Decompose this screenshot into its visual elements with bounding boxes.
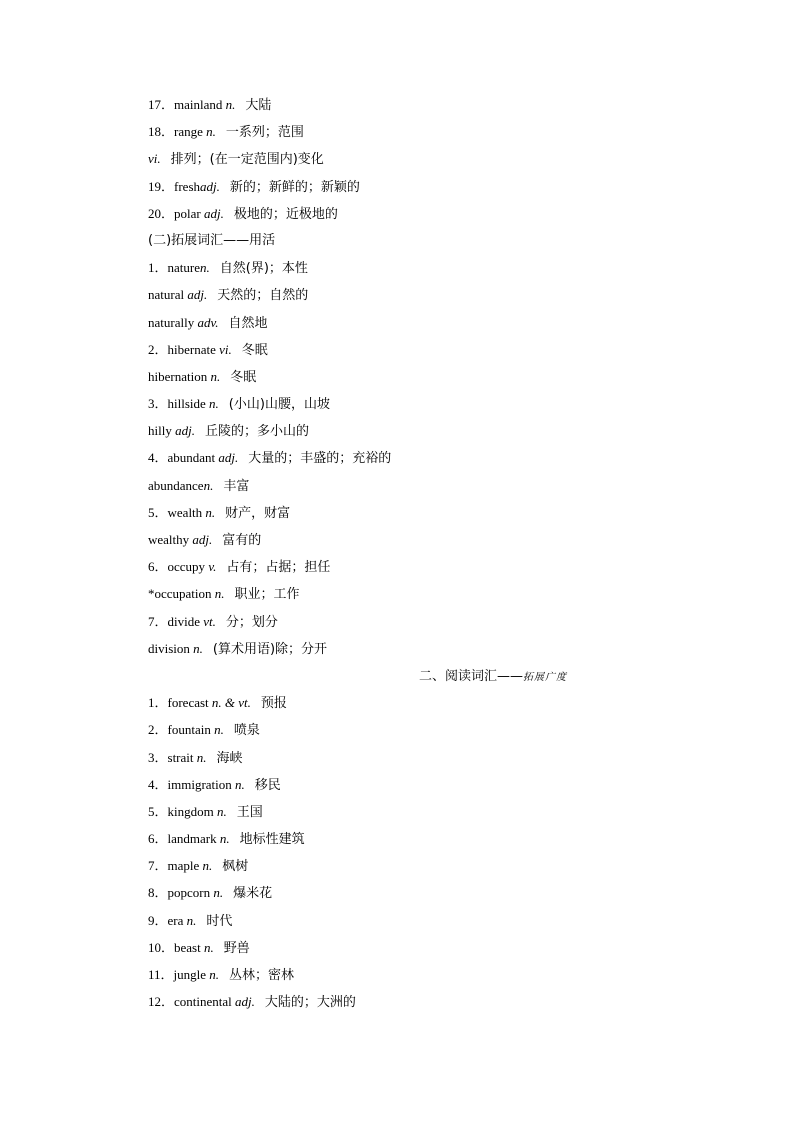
entry-meaning: 爆米花 <box>233 886 273 902</box>
vocab-entry <box>148 417 668 444</box>
entry-pos: n. <box>214 722 224 738</box>
entry-pos: n. <box>203 477 214 493</box>
vocab-entry <box>148 744 668 771</box>
entry-word: mainland <box>174 97 223 112</box>
entry-number: 9． <box>148 912 168 928</box>
vocab-entry <box>148 934 668 961</box>
vocab-entry <box>148 118 668 145</box>
entry-word: continental <box>174 994 232 1010</box>
entry-number: 7． <box>148 858 168 874</box>
vocab-entry <box>148 254 668 281</box>
entry-pos: vi. <box>148 151 161 167</box>
entry-number: 1． <box>148 260 168 276</box>
entry-word: divide <box>167 613 201 629</box>
entry-word: division <box>148 640 190 656</box>
entry-number: 19． <box>148 178 175 194</box>
entry-meaning: 丛林；密林 <box>229 968 295 983</box>
entry-meaning: 王国 <box>236 804 263 820</box>
vocab-entry <box>148 580 668 607</box>
section-heading-expand: (二)拓展词汇——用活 <box>148 232 276 248</box>
reading-heading-sub: 拓展广度 <box>523 671 567 683</box>
entry-meaning: 自然地 <box>228 315 268 331</box>
entry-number: 12． <box>148 994 175 1010</box>
vocab-entry <box>148 526 668 553</box>
vocab-entry <box>148 771 668 798</box>
entry-word: wealth <box>167 504 203 520</box>
entry-number: 11． <box>148 967 174 982</box>
entry-meaning: 大陆的；大洲的 <box>264 995 356 1011</box>
entry-number: 3． <box>148 749 168 765</box>
entry-number: 4． <box>148 450 168 466</box>
entry-word: hillside <box>167 396 206 412</box>
entry-word: polar <box>174 205 201 221</box>
entry-word: popcorn <box>167 885 211 901</box>
entry-meaning: 一系列；范围 <box>225 125 304 141</box>
entry-pos: n. <box>193 640 203 656</box>
entry-pos: n. <box>200 260 210 276</box>
vocab-entry <box>148 988 668 1015</box>
entry-meaning: 自然(界)；本性 <box>219 261 308 277</box>
vocab-entry <box>148 852 668 879</box>
entry-meaning: 天然的；自然的 <box>217 288 309 304</box>
entry-pos: adj. <box>175 423 195 439</box>
entry-word: natural <box>148 287 185 303</box>
entry-meaning: 预报 <box>260 696 287 712</box>
entry-word: fresh <box>174 178 201 194</box>
entry-word: hilly <box>148 423 172 439</box>
entry-number: 6． <box>148 559 168 575</box>
entry-meaning: 冬眠 <box>241 342 268 358</box>
entry-number: 17． <box>148 97 175 112</box>
entry-meaning: 新的；新鲜的；新颖的 <box>229 179 360 195</box>
entry-pos: n. <box>214 586 225 602</box>
entry-word: hibernation <box>148 368 208 384</box>
entry-word: maple <box>167 858 200 874</box>
entry-pos: adj. <box>187 287 208 303</box>
entry-number: 7． <box>148 613 168 629</box>
entry-meaning: 大量的；丰盛的；充裕的 <box>248 451 392 467</box>
entry-pos: adj. <box>218 450 239 466</box>
entry-meaning: 喷泉 <box>233 723 260 739</box>
vocab-entry <box>148 689 668 716</box>
entry-pos: n. <box>186 912 197 928</box>
entry-word: hibernate <box>167 341 216 357</box>
entry-pos: n. <box>205 504 216 520</box>
entry-number: 5． <box>148 803 168 819</box>
entry-pos: vi. <box>219 341 232 357</box>
entry-number: 8． <box>148 885 168 901</box>
entry-meaning: 丰富 <box>223 478 250 494</box>
entry-word: era <box>167 912 184 928</box>
entry-word: naturally <box>148 314 195 330</box>
entry-word: abundant <box>167 450 216 466</box>
entry-number: 3． <box>148 396 168 412</box>
entry-pos: n. <box>219 831 230 847</box>
entry-word: occupy <box>167 559 206 575</box>
entry-meaning: 极地的；近极地的 <box>233 206 338 222</box>
vocab-entry <box>148 336 668 363</box>
vocab-entry <box>148 716 668 743</box>
vocab-entry <box>148 173 668 200</box>
entry-pos: vt. <box>203 613 216 629</box>
entry-pos: n. <box>235 776 245 792</box>
entry-meaning: 时代 <box>206 913 233 929</box>
entry-number: 20． <box>148 205 175 221</box>
vocab-entry <box>148 444 668 471</box>
entry-number: 2． <box>148 722 168 738</box>
entry-number: 2． <box>148 341 168 357</box>
entry-meaning: 冬眠 <box>230 369 257 385</box>
entry-meaning: 枫树 <box>222 859 249 875</box>
vocab-entry <box>148 200 668 227</box>
entry-word: abundance <box>148 477 204 493</box>
vocab-entry <box>148 309 668 336</box>
entry-pos: n. <box>206 124 216 140</box>
entry-pos: n. <box>210 368 221 384</box>
section-heading-reading <box>148 662 668 689</box>
entry-meaning: (小山)山腰，山坡 <box>228 397 330 413</box>
entry-word: wealthy <box>148 532 190 547</box>
vocab-entry <box>148 907 668 934</box>
vocab-entry <box>148 472 668 499</box>
vocab-entry <box>148 145 668 172</box>
entry-meaning: 财产，财富 <box>225 505 291 521</box>
entry-meaning: 排列；(在一定范围内)变化 <box>170 152 324 168</box>
entry-pos: n. <box>213 885 224 901</box>
entry-pos: adj. <box>200 178 220 194</box>
entry-word: range <box>174 124 203 140</box>
vocab-entry <box>148 879 668 906</box>
entry-pos: n. <box>225 97 236 112</box>
vocab-entry <box>148 635 668 662</box>
entry-pos: v. <box>208 559 217 575</box>
entry-pos: n. <box>209 967 220 982</box>
entry-meaning: 野兽 <box>223 940 250 956</box>
vocab-entry <box>148 798 668 825</box>
entry-meaning: 分；划分 <box>225 614 278 630</box>
entry-number: 18． <box>148 124 175 140</box>
entry-pos: adv. <box>197 314 219 330</box>
entry-pos: adj. <box>192 532 213 547</box>
entry-pos: n. <box>196 749 207 765</box>
entry-number: 6． <box>148 831 168 847</box>
entry-meaning: (算术用语)除；分开 <box>212 641 328 657</box>
vocab-entry <box>148 825 668 852</box>
entry-meaning: 移民 <box>254 777 281 793</box>
vocab-list-core <box>148 91 668 227</box>
entry-number: 4． <box>148 776 168 792</box>
entry-word: landmark <box>167 831 217 847</box>
entry-pos: adj. <box>203 205 224 221</box>
entry-pos: n. <box>202 858 213 874</box>
vocab-entry <box>148 281 668 308</box>
entry-pos: n. <box>217 803 227 819</box>
vocab-entry <box>148 608 668 635</box>
reading-heading-main: 二、阅读词汇—— <box>418 668 523 684</box>
vocab-entry <box>148 390 668 417</box>
entry-pos: n. & vt. <box>211 695 251 711</box>
entry-number: 1． <box>148 695 168 711</box>
entry-pos: n. <box>209 396 219 412</box>
entry-pos: adj. <box>235 994 255 1010</box>
entry-word: beast <box>174 939 201 955</box>
entry-word: jungle <box>173 967 207 982</box>
entry-word: forecast <box>167 695 209 711</box>
entry-meaning: 海峡 <box>216 750 243 766</box>
entry-word: immigration <box>167 776 232 792</box>
entry-number: 5． <box>148 504 168 520</box>
vocab-entry <box>148 499 668 526</box>
vocab-entry <box>148 553 668 580</box>
entry-word: kingdom <box>167 803 214 819</box>
vocab-entry <box>148 91 668 118</box>
vocab-entry <box>148 363 668 390</box>
entry-meaning: 占有；占据；担任 <box>226 560 331 576</box>
entry-meaning: 地标性建筑 <box>239 832 305 848</box>
vocab-list-reading <box>148 689 668 1015</box>
vocab-list-expand <box>148 254 668 662</box>
vocab-entry <box>148 961 668 988</box>
entry-word: fountain <box>167 722 211 738</box>
entry-word: nature <box>167 260 200 276</box>
entry-meaning: 丘陵的；多小山的 <box>204 424 309 440</box>
entry-number: 10． <box>148 939 175 955</box>
entry-meaning: 职业；工作 <box>234 587 300 603</box>
document-page <box>148 91 668 1015</box>
entry-pos: n. <box>203 939 214 955</box>
entry-word: strait <box>167 749 194 765</box>
entry-word: *occupation <box>148 586 212 602</box>
entry-meaning: 富有的 <box>222 533 262 548</box>
entry-meaning: 大陆 <box>245 98 272 113</box>
